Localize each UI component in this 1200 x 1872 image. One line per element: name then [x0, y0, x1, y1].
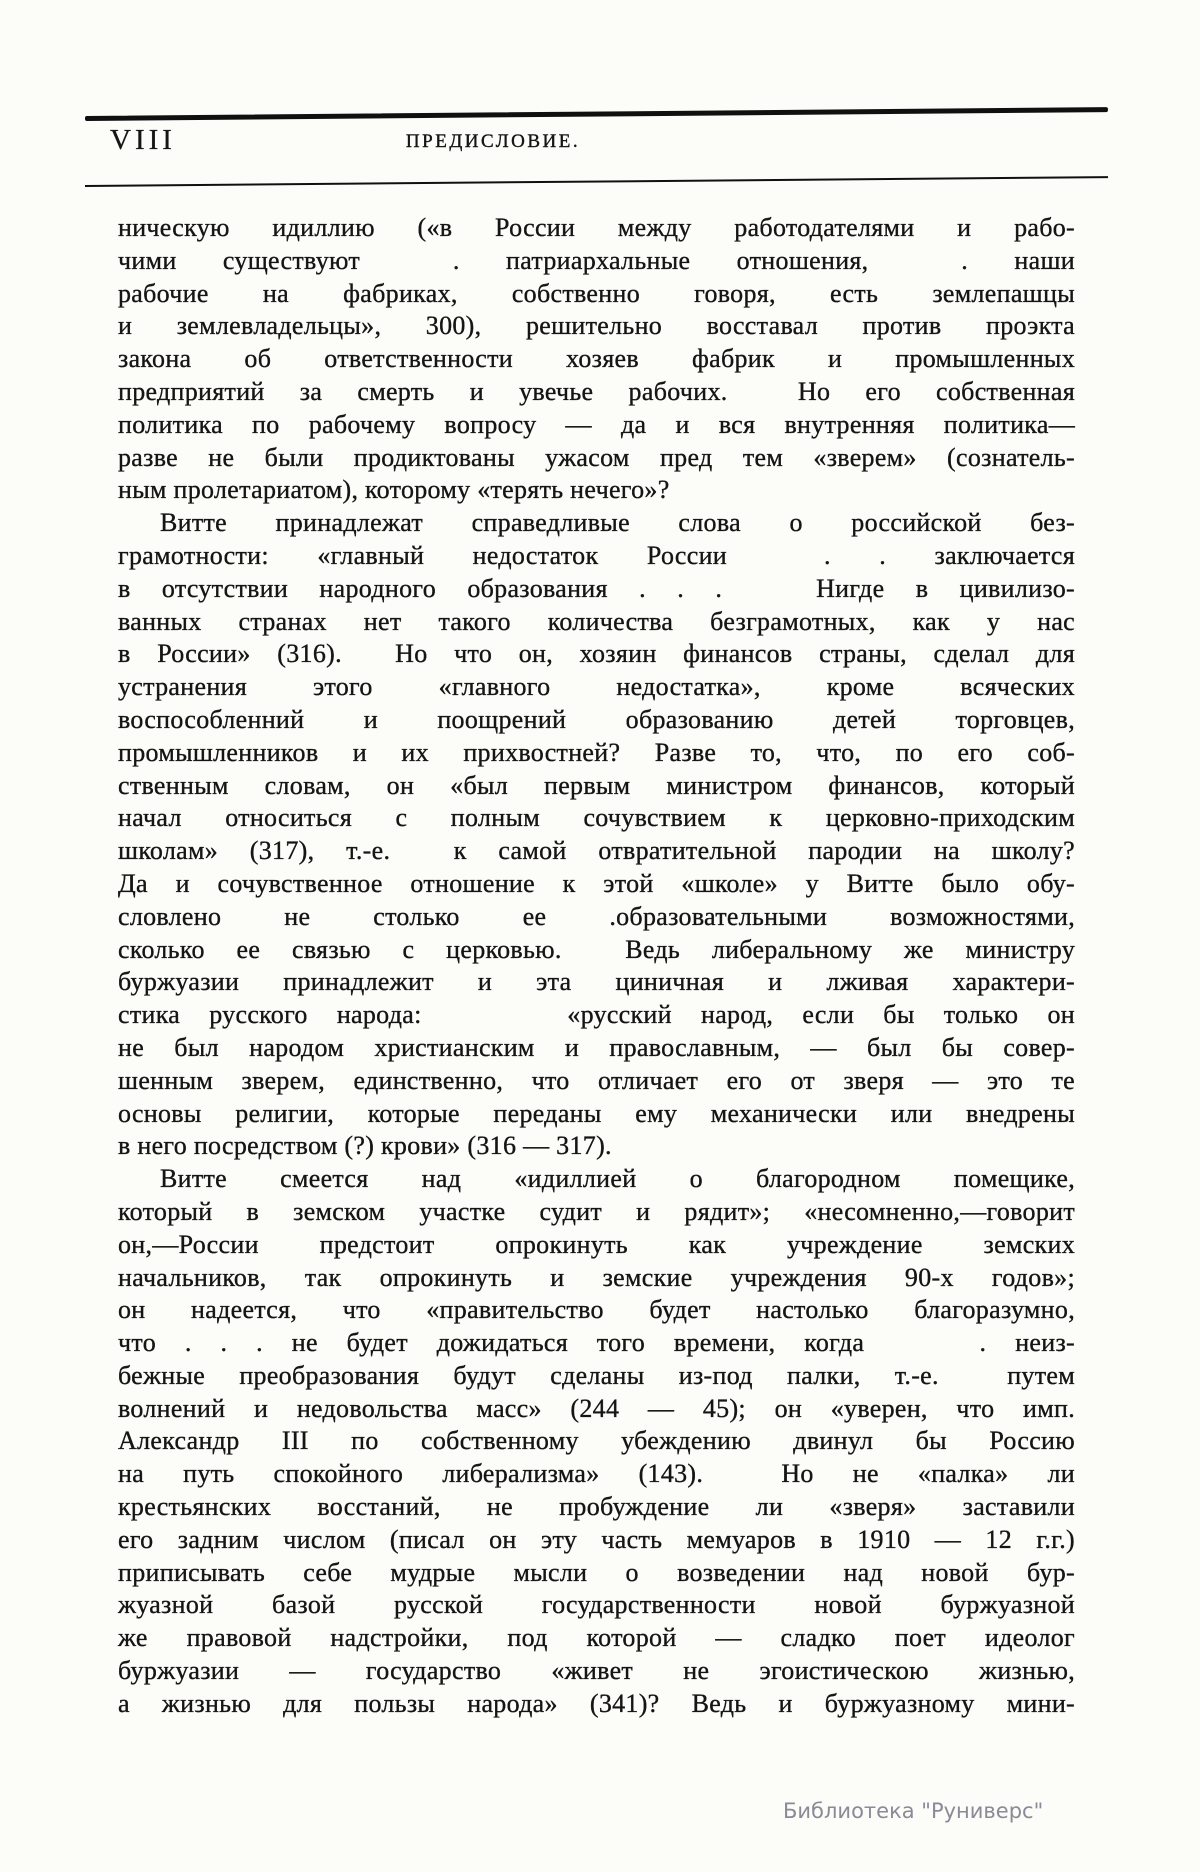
body-text [118, 212, 1075, 1721]
paragraph [118, 507, 1075, 1163]
text-line: буржуазии — государство «живет не эгоистическою жизнью, [118, 1656, 1075, 1686]
header-rule-bottom [85, 176, 1108, 187]
text-line: Витте принадлежат справедливые слова о российской без- [160, 508, 1075, 538]
text-line: разве не были продиктованы ужасом пред тем «зверем» (сознатель- [118, 442, 1075, 472]
text-line: жуазной базой русской государственности новой буржуазной [118, 1590, 1075, 1620]
text-line: закона об ответственности хозяев фабрик и промышленных [118, 344, 1075, 374]
text-line: политика по рабочему вопросу — да и вся внутренняя политика— [118, 409, 1075, 439]
text-line: Да и сочувственное отношение к этой «школе» у Витте было обу- [118, 868, 1075, 898]
text-line: начальников, так опрокинуть и земские учреждения 90-х годов»; [118, 1262, 1075, 1292]
text-line: основы религии, которые переданы ему механически или внедрены [118, 1098, 1075, 1128]
text-line: в отсутствии народного образования . . . Нигде в цивилизо- [118, 573, 1075, 603]
text-line: ванных странах нет такого количества безграмотных, как у нас [118, 606, 1075, 636]
text-line: Александр III по собственному убеждению двинул бы Россию [118, 1426, 1075, 1456]
text-line: в России» (316). Но что он, хозяин финансов страны, сделал для [118, 639, 1075, 669]
text-line: его задним числом (писал он эту часть мемуаров в 1910 — 12 г.г.) [118, 1524, 1075, 1554]
text-line: который в земском участке судит и рядит»; «несомненно,—говорит [118, 1196, 1075, 1226]
text-line: бежные преобразования будут сделаны из-под палки, т.-е. путем [118, 1360, 1075, 1390]
text-line: буржуазии принадлежит и эта циничная и лживая характери- [118, 967, 1075, 997]
text-line: устранения этого «главного недостатка», кроме всяческих [118, 672, 1075, 702]
paragraph [118, 212, 1075, 507]
text-line: и землевладельцы», 300), решительно восставал против проэкта [118, 311, 1075, 341]
text-line: он надеется, что «правительство будет настолько благоразумно, [118, 1295, 1075, 1325]
text-line: воспособленний и поощрений образованию детей торговцев, [118, 704, 1075, 734]
text-line: ным пролетариатом), которому «терять нечего»? [118, 475, 670, 505]
text-line: рабочие на фабриках, собственно говоря, есть землепашцы [118, 278, 1075, 308]
text-line: ственным словам, он «был первым министром финансов, который [118, 770, 1075, 800]
paragraph [118, 1163, 1075, 1721]
text-line: предприятий за смерть и увечье рабочих. Но его собственная [118, 376, 1075, 406]
header-rule-top [85, 107, 1108, 121]
text-line: промышленников и их прихвостней? Разве то, что, по его соб- [118, 737, 1075, 767]
text-line: приписывать себе мудрые мысли о возведении над новой бур- [118, 1557, 1075, 1587]
text-line: не был народом христианским и православным, — был бы совер- [118, 1032, 1075, 1062]
text-line: а жизнью для пользы народа» (341)? Ведь и буржуазному мини- [118, 1688, 1075, 1718]
text-line: школам» (317), т.-е. к самой отвратительной пародии на школу? [118, 836, 1075, 866]
text-line: на путь спокойного либерализма» (143). Но не «палка» ли [118, 1459, 1075, 1489]
text-line: ническую идиллию («в России между работодателями и рабо- [118, 213, 1075, 242]
text-line: чими существуют . патриархальные отношения, . наши [118, 245, 1075, 275]
text-line: Витте смеется над «идиллией о благородном помещике, [160, 1164, 1075, 1194]
text-line: в него посредством (?) крови» (316 — 317). [118, 1131, 612, 1161]
text-line: что . . . не будет дожидаться того времени, когда . неиз- [118, 1328, 1075, 1358]
page-title: ПРЕДИСЛОВИЕ. [405, 131, 581, 152]
text-line: крестьянских восстаний, не пробуждение ли «зверя» заставили [118, 1492, 1075, 1522]
text-line: волнений и недовольства масс» (244 — 45); он «уверен, что имп. [118, 1393, 1075, 1423]
text-line: он,—России предстоит опрокинуть как учреждение земских [118, 1229, 1075, 1259]
text-line: стика русского народа: «русский народ, если бы только он [118, 1000, 1075, 1030]
text-line: шенным зверем, единственно, что отличает его от зверя — это те [118, 1065, 1075, 1095]
text-line: словлено не столько ее .образовательными возможностями, [118, 901, 1075, 931]
text-line: же правовой надстройки, под которой — сладко поет идеолог [118, 1623, 1075, 1653]
text-line: сколько ее связью с церковью. Ведь либеральному же министру [118, 934, 1075, 964]
text-line: начал относиться с полным сочувствием к церковно-приходским [118, 803, 1075, 833]
page-number: VIII [110, 124, 176, 156]
text-line: грамотности: «главный недостаток России . . заключается [118, 540, 1075, 570]
watermark: Библиотека "Руниверс" [783, 1799, 1044, 1823]
